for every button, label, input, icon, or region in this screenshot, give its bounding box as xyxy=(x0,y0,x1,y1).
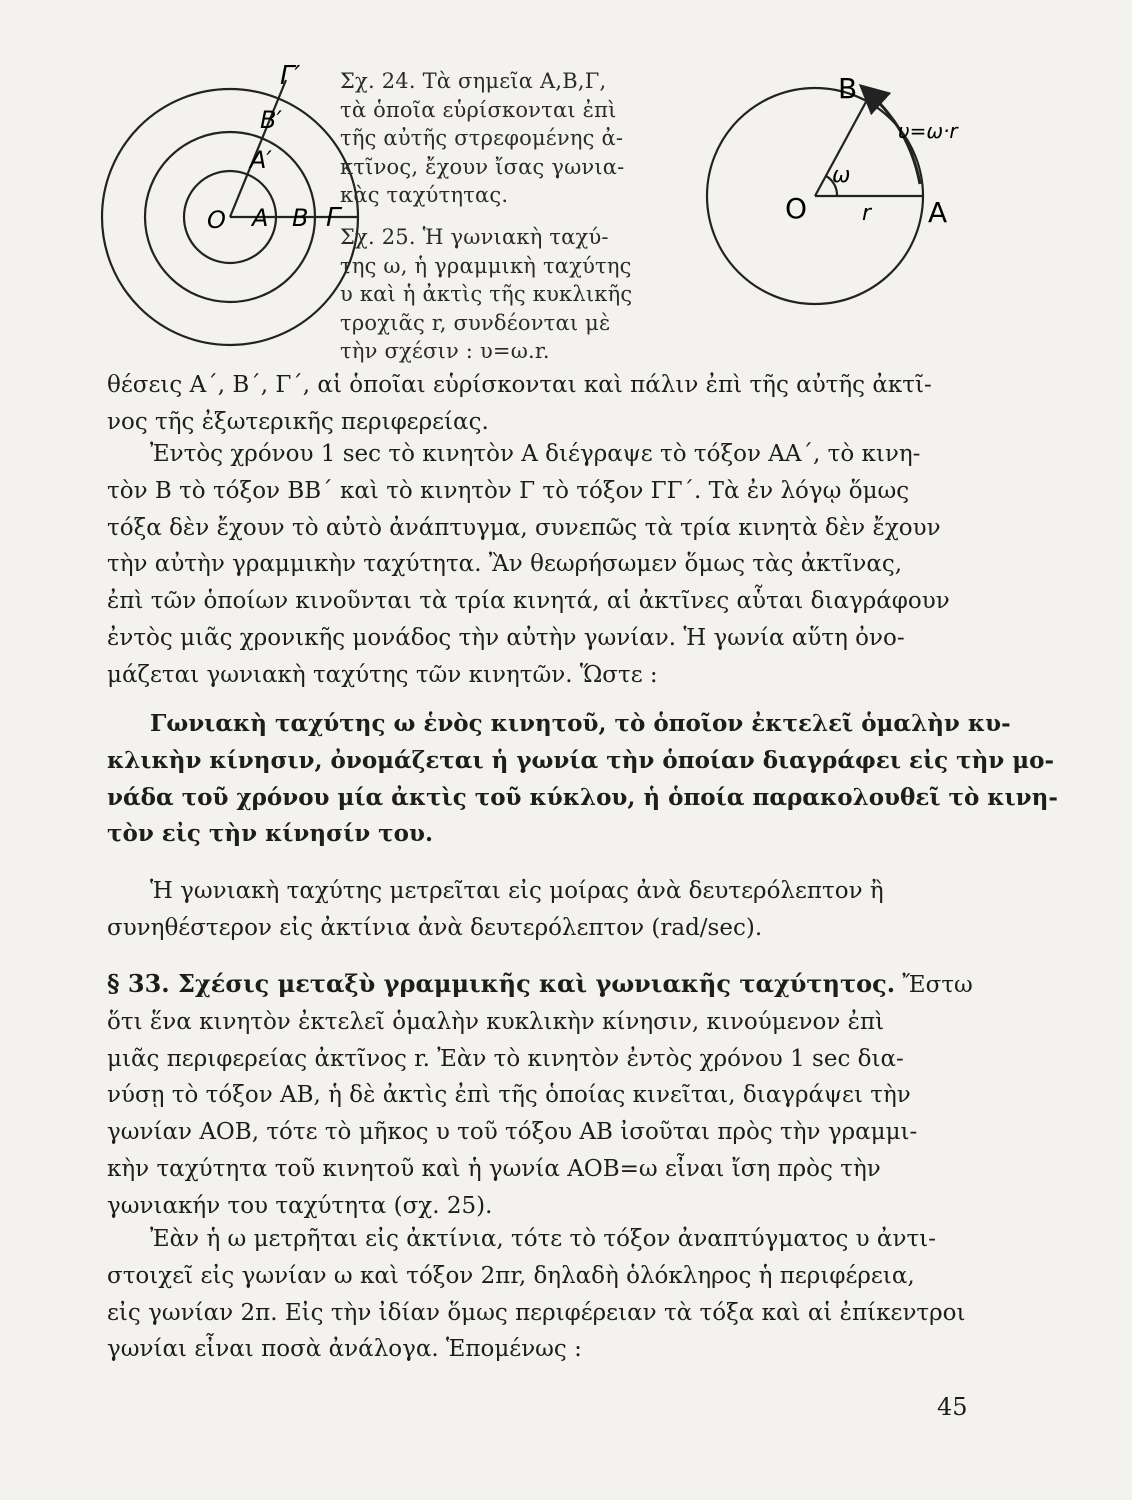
text-line: γωνιακήν του ταχύτητα (σχ. 25). xyxy=(107,1192,493,1219)
text-line: κὴν ταχύτητα τοῦ κινητοῦ καὶ ἡ γωνία ΑΟΒ=ω εἶναι ἴση πρὸς τὴν xyxy=(107,1155,881,1182)
paragraph-3 xyxy=(107,873,973,947)
caption-line: της ω, ἡ γραμμικὴ ταχύτης xyxy=(340,253,632,278)
text-line: γωνίαι εἶναι ποσὰ ἀνάλογα. Ἑπομένως : xyxy=(107,1336,582,1363)
fig25-label-velocity: υ=ω·r xyxy=(898,119,958,143)
section-heading: § 33. Σχέσις μεταξὺ γραμμικῆς καὶ γωνιακῆς ταχύτητος. xyxy=(107,969,896,998)
definition-paragraph xyxy=(107,706,1058,853)
text-line: Ἐντὸς χρόνου 1 sec τὸ κινητὸν Α διέγραψε τὸ τόξον ΑΑ΄, τὸ κινη- xyxy=(150,441,921,467)
fig25-label-omega: ω xyxy=(832,163,851,188)
section-first-line xyxy=(107,966,973,1004)
fig25-label-a: A xyxy=(928,196,948,229)
caption-line: κτῖνος, ἔχουν ἴσας γωνια- xyxy=(340,154,625,179)
text-line: νύσῃ τὸ τόξον ΑΒ, ἡ δὲ ἀκτὶς ἐπὶ τῆς ὁποίας κινεῖται, διαγράψει τὴν xyxy=(107,1082,911,1109)
caption-line: κὰς ταχύτητας. xyxy=(340,183,509,207)
figure-25-caption xyxy=(340,223,712,366)
text-line: τὸν εἰς τὴν κίνησίν του. xyxy=(107,820,433,848)
figure-24-caption xyxy=(340,67,670,210)
paragraph-2 xyxy=(107,436,973,694)
text-line: Ἡ γωνιακὴ ταχύτης μετρεῖται εἰς μοίρας ἀνὰ δευτερόλεπτον ἢ xyxy=(150,878,884,904)
fig25-label-r: r xyxy=(862,201,872,226)
section-33 xyxy=(107,966,973,1225)
figure-24-diagram xyxy=(100,58,341,330)
section-first-words: Ἔστω xyxy=(902,972,973,998)
fig24-label-o: O xyxy=(207,206,226,234)
fig24-label-a-prime: A′ xyxy=(250,146,272,174)
text-line: εἰς γωνίαν 2π. Εἰς τὴν ἰδίαν ὅμως περιφέρειαν τὰ τόξα καὶ αἱ ἐπίκεντροι xyxy=(107,1299,966,1326)
text-line: συνηθέστερον εἰς ἀκτίνια ἀνὰ δευτερόλεπτον (rad/sec). xyxy=(107,914,763,941)
fig25-label-b: B xyxy=(838,72,858,105)
text-line: Ἐὰν ἡ ω μετρῆται εἰς ἀκτίνια, τότε τὸ τόξον ἀναπτύγματος υ ἀντι- xyxy=(150,1226,936,1252)
text-line: κλικὴν κίνησιν, ὀνομάζεται ἡ γωνία τὴν ὁποίαν διαγράφει εἰς τὴν μο- xyxy=(107,746,1054,774)
text-line: γωνίαν ΑΟΒ, τότε τὸ μῆκος υ τοῦ τόξου ΑΒ ἰσοῦται πρὸς τὴν γραμμι- xyxy=(107,1119,918,1146)
text-line: ἐντὸς μιᾶς χρονικῆς μονάδος τὴν αὐτὴν γωνίαν. Ἡ γωνία αὕτη ὀνο- xyxy=(107,624,905,651)
text-line: μιᾶς περιφερείας ἀκτῖνος r. Ἐὰν τὸ κινητὸν ἐντὸς χρόνου 1 sec δια- xyxy=(107,1045,904,1072)
text-line: νάδα τοῦ χρόνου μία ἀκτὶς τοῦ κύκλου, ἡ ὁποία παρακολουθεῖ τὸ κινη- xyxy=(107,783,1058,811)
text-line: μάζεται γωνιακὴ ταχύτης τῶν κινητῶν. Ὥστε : xyxy=(107,661,658,688)
paragraph-1 xyxy=(107,367,973,441)
caption-line: τροχιᾶς r, συνδέονται μὲ xyxy=(340,310,611,335)
fig24-label-a: A xyxy=(252,204,269,232)
text-line: στοιχεῖ εἰς γωνίαν ω καὶ τόξον 2πr, δηλαδὴ ὁλόκληρος ἡ περιφέρεια, xyxy=(107,1262,915,1289)
caption-line: τὰ ὁποῖα εὑρίσκονται ἐπὶ xyxy=(340,97,617,122)
text-line: τόξα δὲν ἔχουν τὸ αὐτὸ ἀνάπτυγμα, συνεπῶς τὰ τρία κινητὰ δὲν ἔχουν xyxy=(107,514,941,541)
page-number: 45 xyxy=(937,1393,968,1421)
text-line: τὸν Β τὸ τόξον ΒΒ΄ καὶ τὸ κινητὸν Γ τὸ τόξον ΓΓ΄. Τὰ ἐν λόγῳ ὅμως xyxy=(107,477,910,504)
fig24-label-g: Γ xyxy=(326,203,341,233)
fig24-label-b-prime: B′ xyxy=(260,106,282,134)
text-line: ἐπὶ τῶν ὁποίων κινοῦνται τὰ τρία κινητά, αἱ ἀκτῖνες αὗται διαγράφουν xyxy=(107,588,950,615)
text-line: νος τῆς ἐξωτερικῆς περιφερείας. xyxy=(107,408,489,435)
text-line: Γωνιακὴ ταχύτης ω ἑνὸς κινητοῦ, τὸ ὁποῖον ἐκτελεῖ ὁμαλὴν κυ- xyxy=(150,710,1011,737)
text-line: θέσεις Α΄, Β΄, Γ΄, αἱ ὁποῖαι εὑρίσκονται καὶ πάλιν ἐπὶ τῆς αὐτῆς ἀκτῖ- xyxy=(107,372,932,398)
caption-line: τὴν σχέσιν : υ=ω.r. xyxy=(340,339,550,363)
paragraph-5 xyxy=(107,1221,973,1368)
caption-line: Σχ. 25. Ἡ γωνιακὴ ταχύ- xyxy=(340,225,609,249)
caption-line: υ καὶ ἡ ἀκτὶς τῆς κυκλικῆς xyxy=(340,282,633,306)
text-line: τὴν αὐτὴν γραμμικὴν ταχύτητα. Ἂν θεωρήσωμεν ὅμως τὰς ἀκτῖνας, xyxy=(107,551,903,578)
figure-25-diagram xyxy=(705,72,980,302)
fig24-label-g-prime: Γ′ xyxy=(280,61,301,91)
caption-line: Σχ. 24. Τὰ σημεῖα Α,Β,Γ, xyxy=(340,69,607,93)
caption-line: τῆς αὐτῆς στρεφομένης ἀ- xyxy=(340,126,624,150)
fig25-label-o: O xyxy=(785,192,808,225)
fig24-label-b: B xyxy=(292,204,309,232)
text-line: ὅτι ἕνα κινητὸν ἐκτελεῖ ὁμαλὴν κυκλικὴν κίνησιν, κινούμενον ἐπὶ xyxy=(107,1008,885,1035)
